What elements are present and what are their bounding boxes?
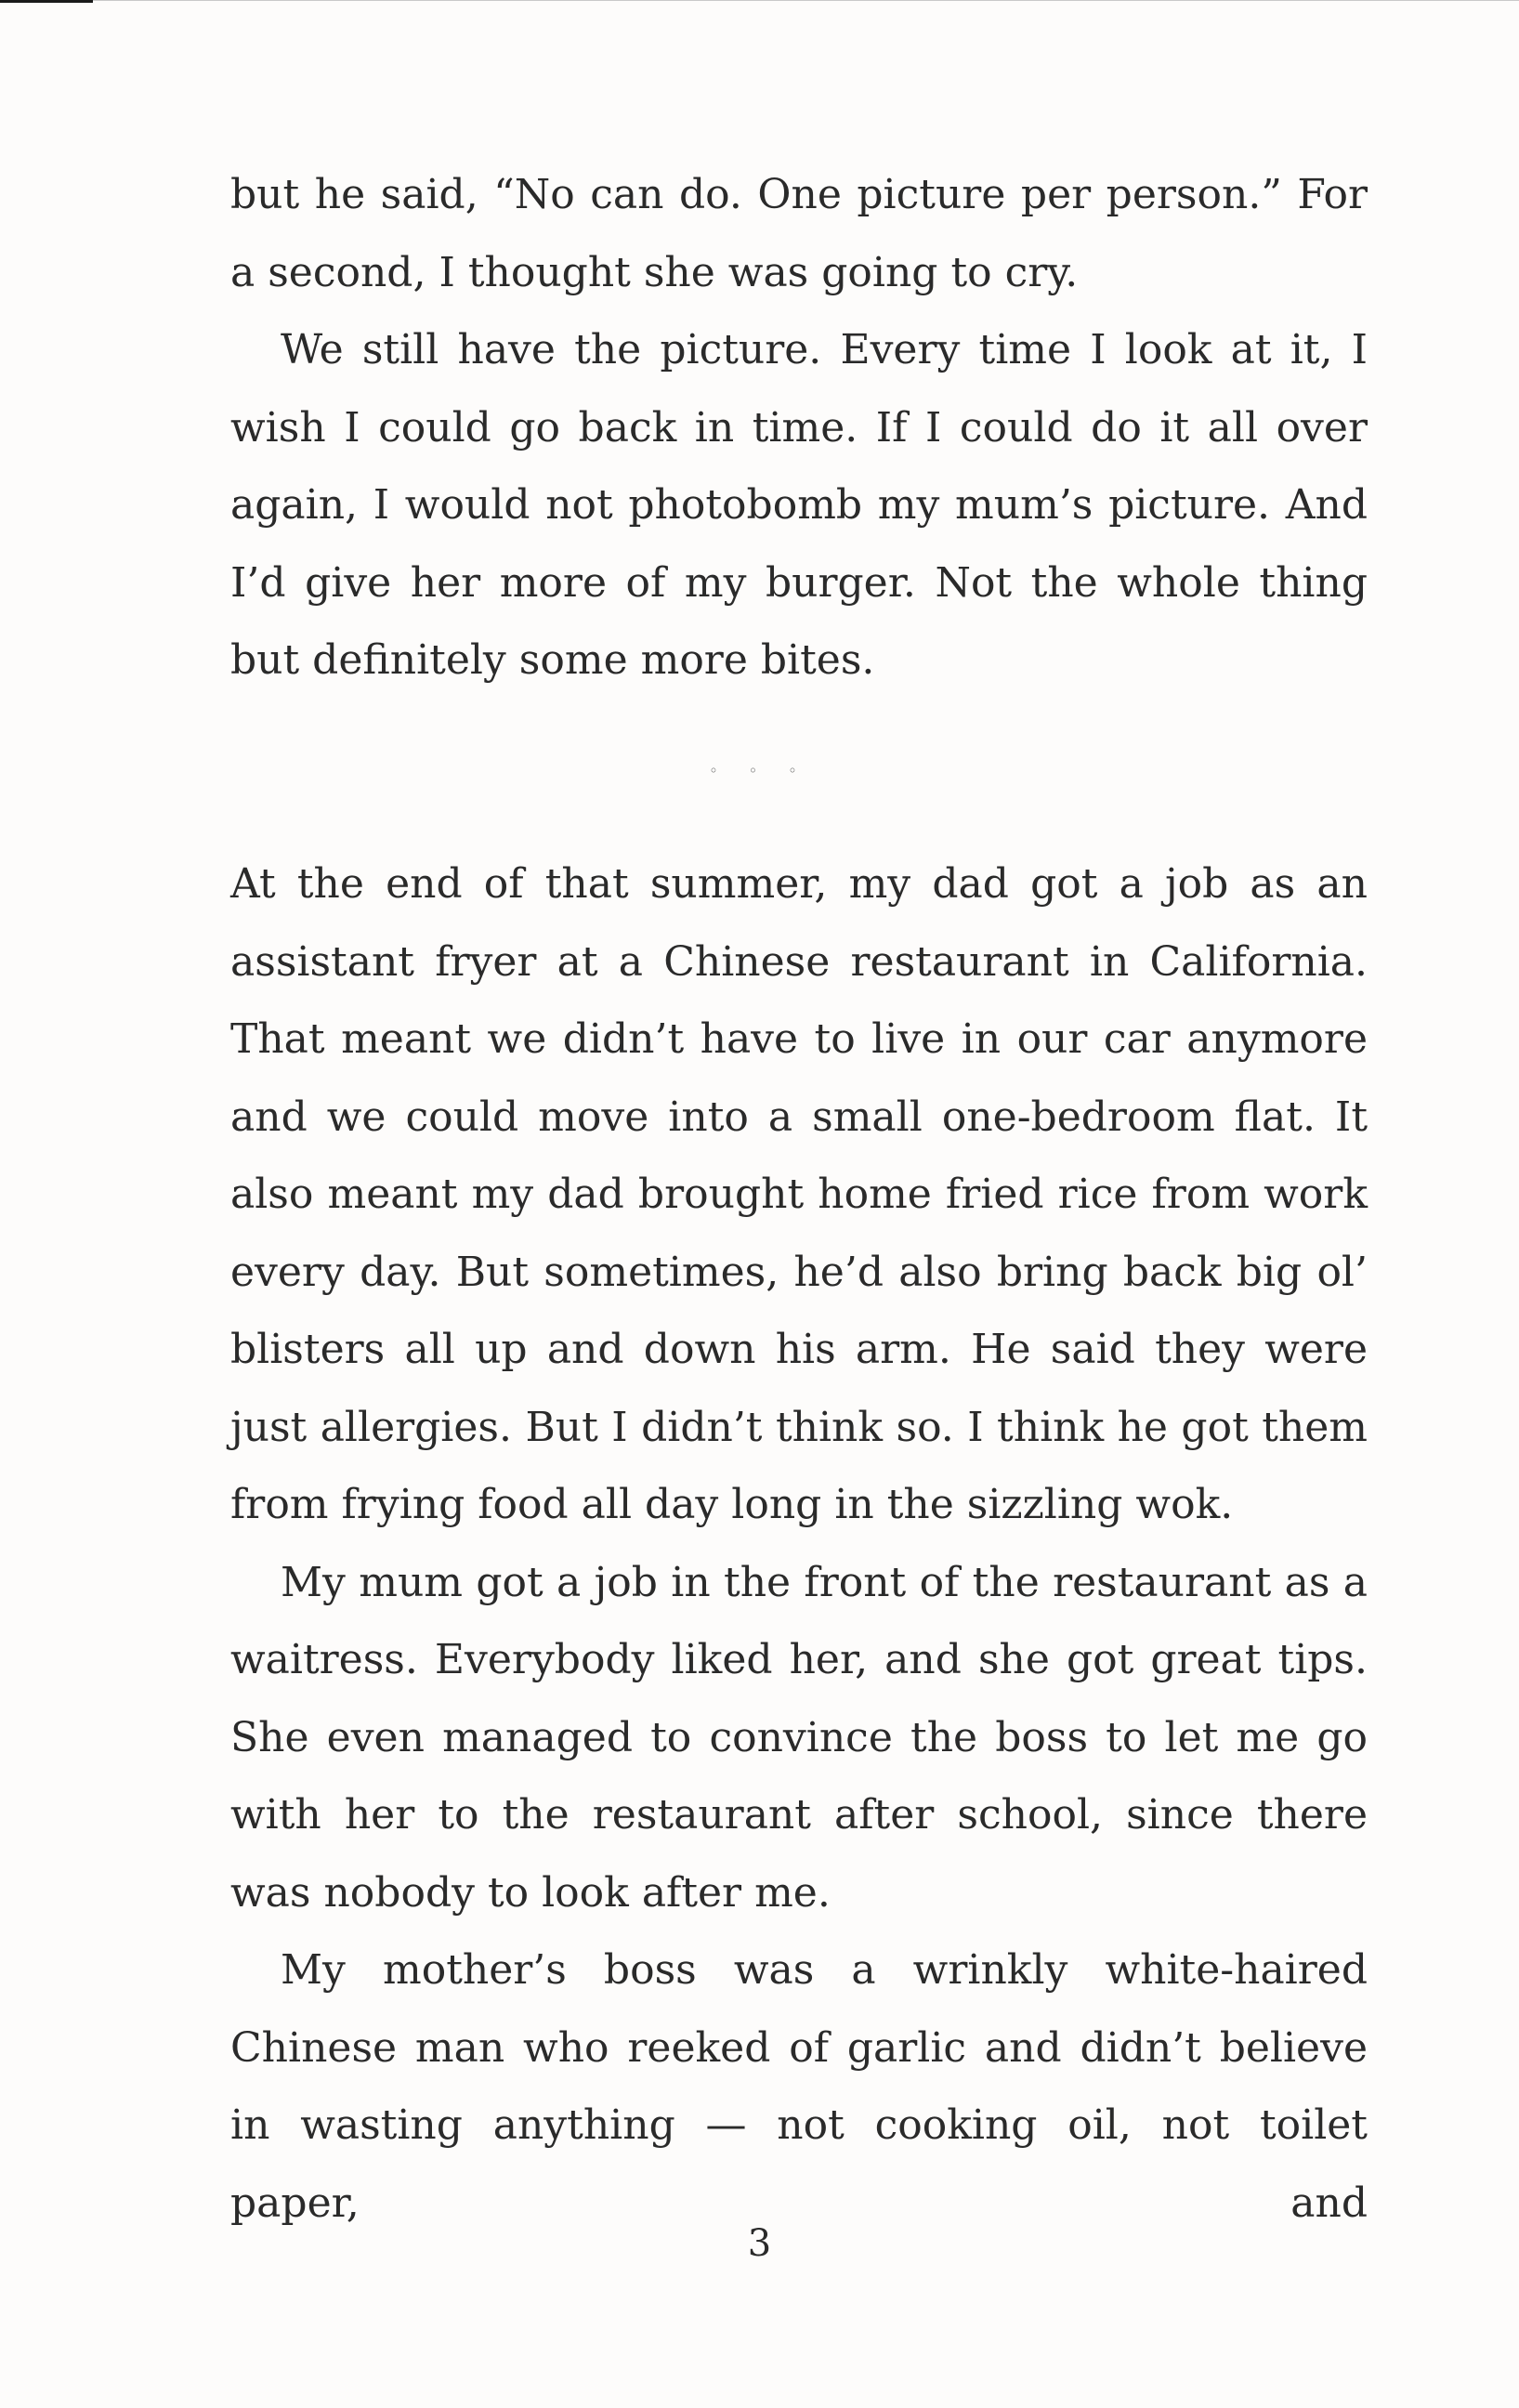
text-block-bottom — [230, 845, 1368, 2242]
page-number: 3 — [747, 2222, 772, 2265]
section-break-ornament: ◦ ◦ ◦ — [709, 762, 810, 779]
page-top-edge — [0, 0, 1519, 1]
paragraph: My mum got a job in the front of the restaurant as a waitress. Everybody liked her, and she got great tips. She even managed to convince the boss to let me go with her to the restaurant after school, since there was nobody to look after me. — [230, 1558, 1368, 1917]
paragraph: My mother’s boss was a wrinkly white-haired Chinese man who reeked of garlic and didn’t believe in wasting anything — not cooking oil, not toilet paper, and — [230, 1946, 1368, 2227]
paragraph: At the end of that summer, my dad got a job as an assistant fryer at a Chinese restaurant in California. That meant we didn’t have to live in our car anymore and we could move into a small one-bedroom flat. It also meant my dad brought home fried rice from work every day. But sometimes, he’d also bring back big ol’ blisters all up and down his arm. He said they were just allergies. But I didn’t think so. I think he got them from frying food all day long in the sizzling wok. — [230, 860, 1368, 1528]
paragraph: We still have the picture. Every time I look at it, I wish I could go back in time. If I could do it all over again, I would not photobomb my mum’s picture. And I’d give her more of my burger. Not the whole thing but definitely some more bites. — [230, 326, 1368, 684]
paragraph: but he said, “No can do. One picture per person.” For a second, I thought she was going to cry. — [230, 171, 1368, 296]
scan-edge-rule — [0, 0, 93, 3]
text-block-top — [230, 156, 1368, 700]
